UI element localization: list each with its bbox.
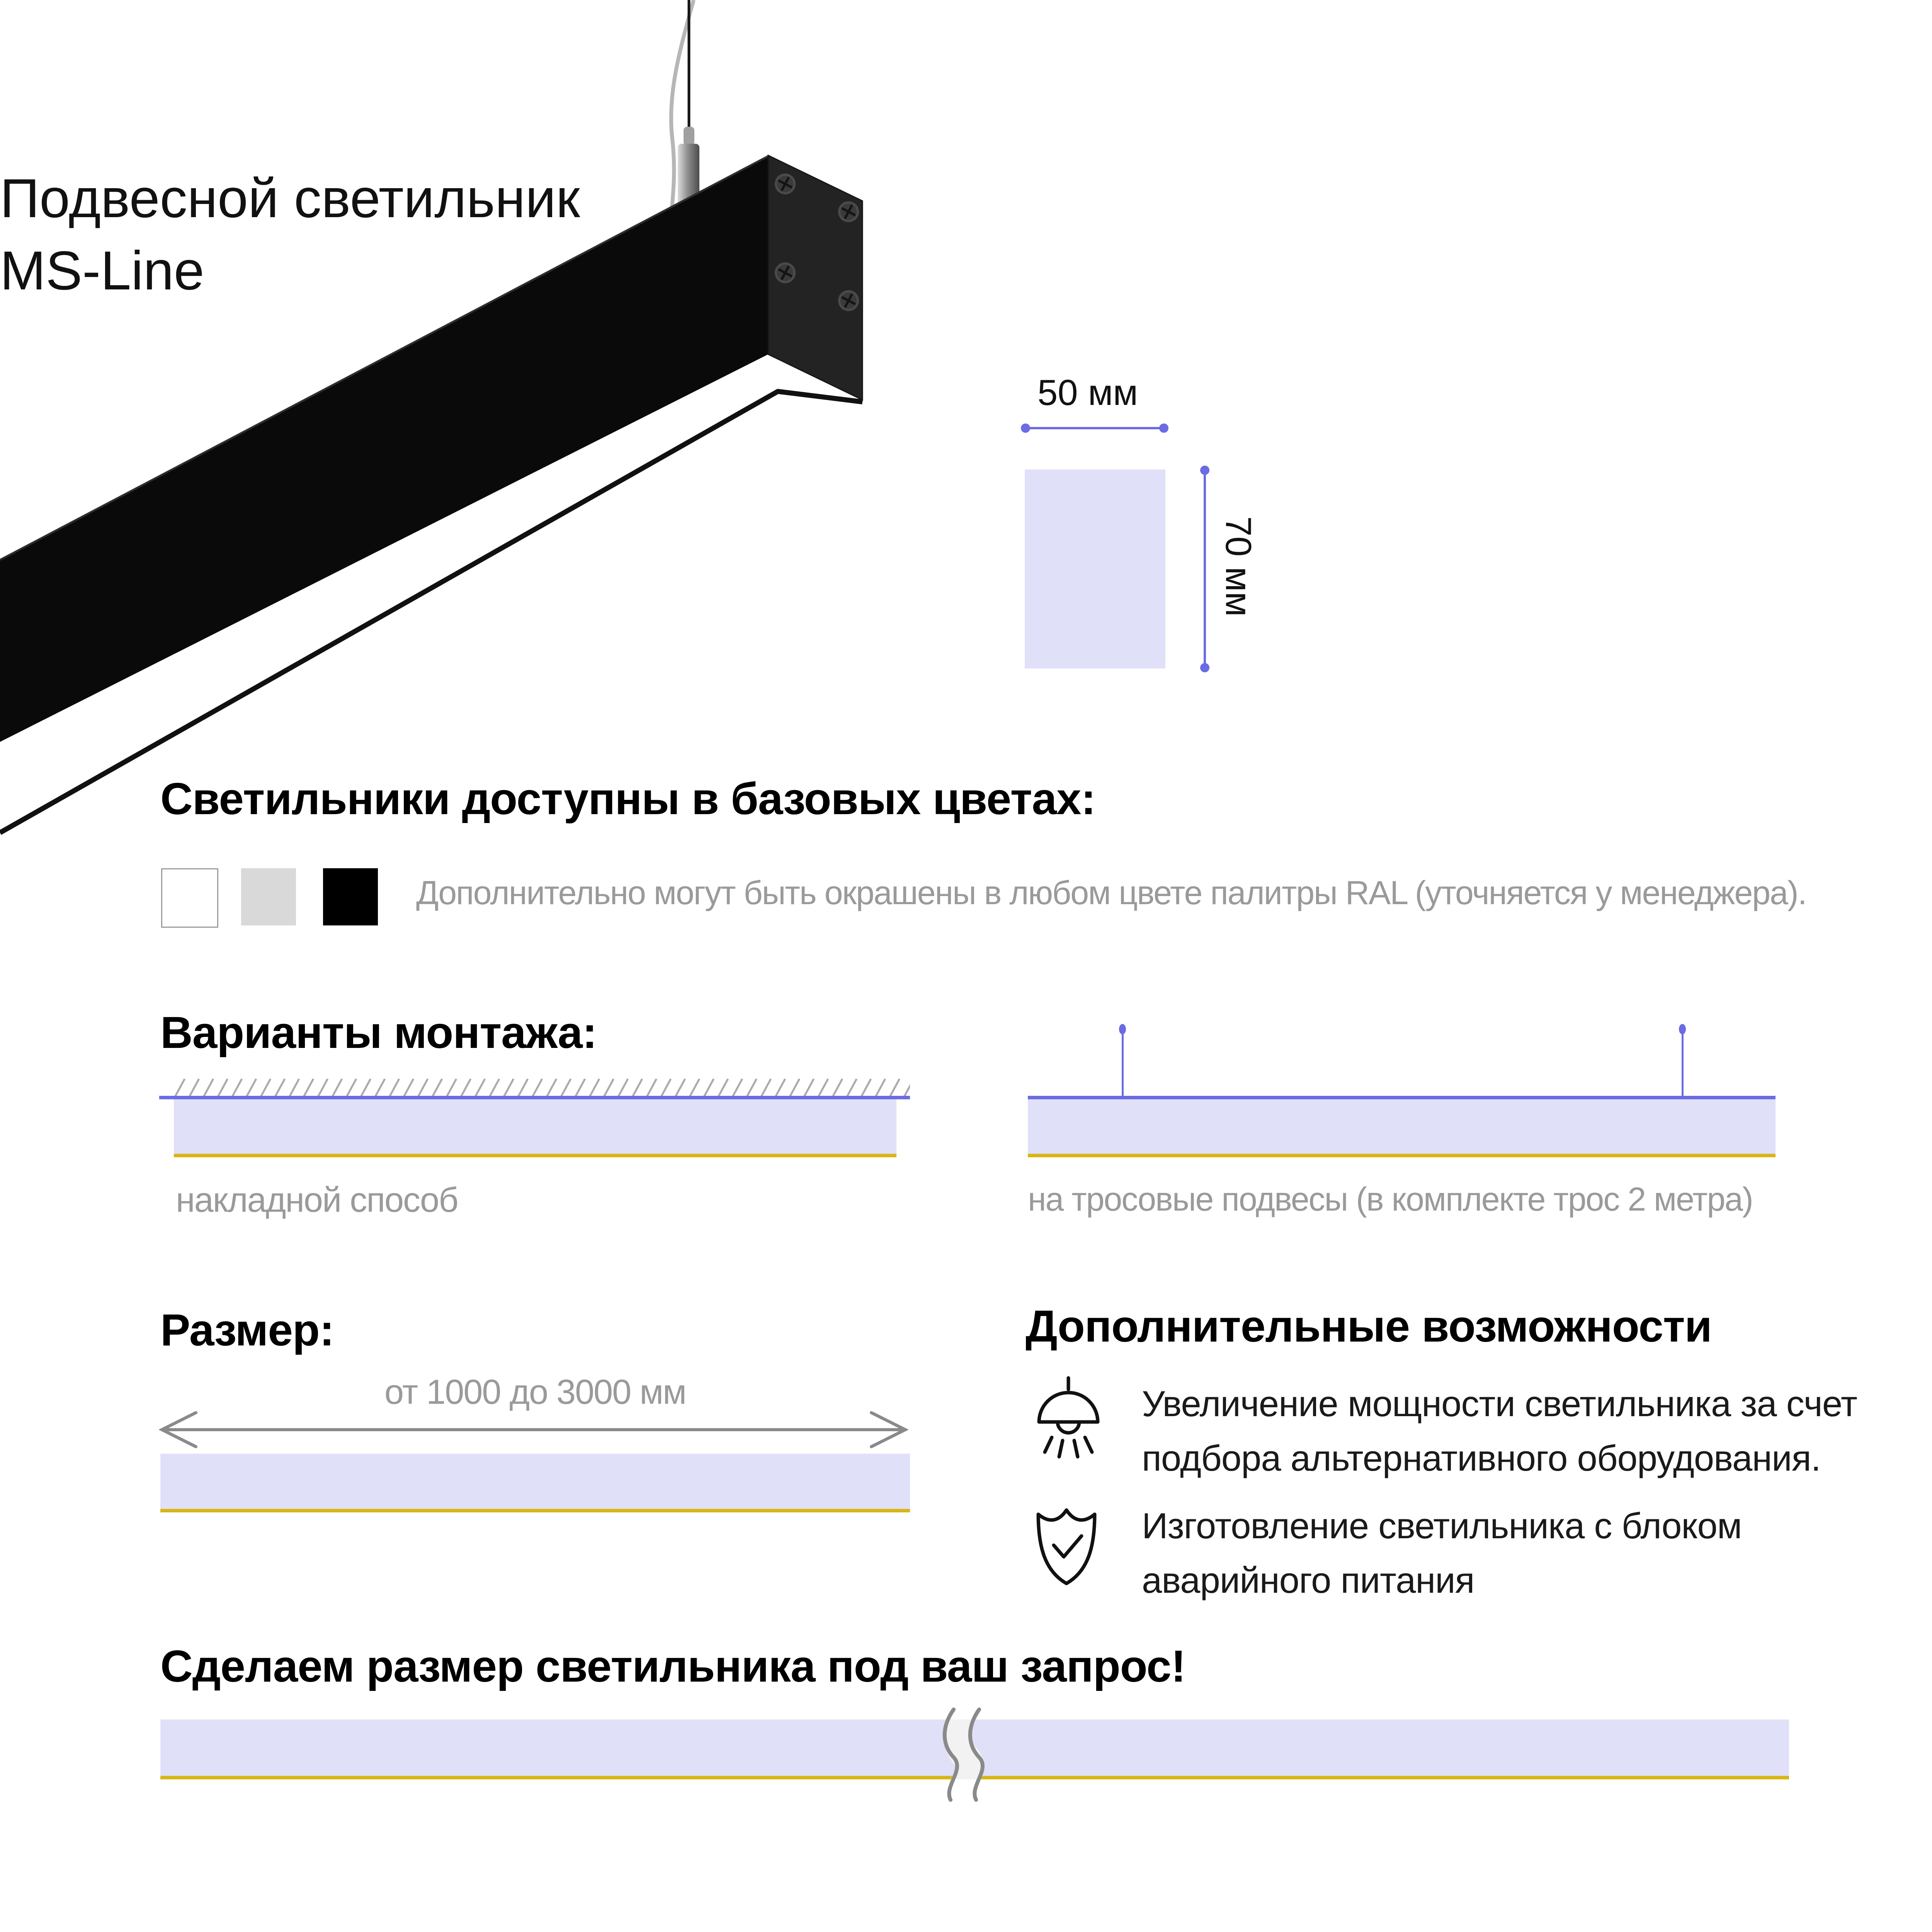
dim-dot [1021,423,1030,433]
ceiling-hatch [174,1078,910,1097]
color-swatch-black [323,868,378,925]
pin-dot [1119,1024,1126,1034]
surface-mount-body [174,1099,896,1154]
suspension-pin [1122,1030,1124,1096]
size-heading: Размер: [160,1305,334,1355]
dim-dot [1200,663,1209,672]
size-range-label: от 1000 до 3000 мм [384,1373,686,1412]
height-dimension-label: 70 мм [1218,516,1259,617]
profile-cross-section [1025,469,1165,668]
dim-dot [1200,466,1209,475]
height-dimension-line [1204,469,1206,668]
shield-check-icon [1033,1501,1100,1587]
wire-mount-caption: на тросовые подвесы (в комплекте трос 2 метра) [1028,1181,1753,1218]
color-swatch-gray [241,868,296,925]
surface-mount-light-line [174,1154,896,1157]
size-range-arrow [157,1406,910,1453]
size-bar-light-line [160,1509,910,1512]
wire-mount-body [1028,1099,1776,1154]
page-title [0,162,580,307]
mounting-heading: Варианты монтажа: [160,1007,597,1058]
colors-note: Дополнительно могут быть окрашены в любом цвете палитры RAL (уточняется у менеджера). [416,874,1806,912]
surface-mount-ceiling-line [159,1096,910,1099]
dim-dot [1159,423,1168,433]
feature-text-power: Увеличение мощности светильника за счет подбора альтернативного оборудования. [1142,1383,1857,1478]
title-line-2: MS-Line [0,240,204,302]
features-heading: Дополнительные возможности [1026,1301,1712,1351]
color-swatch-white [161,868,218,928]
suspension-pin [1682,1030,1684,1096]
break-symbol [928,1707,1013,1802]
product-photo [0,0,889,889]
width-dimension-line [1025,427,1165,429]
size-bar-body [160,1454,910,1509]
wire-mount-light-line [1028,1154,1776,1157]
feature-text-emergency: Изготовление светильника с блоком аварийного питания [1142,1505,1742,1600]
pin-dot [1679,1024,1686,1034]
width-dimension-label: 50 мм [1037,372,1138,413]
cable-gripper-knob [684,127,694,145]
surface-mount-caption: накладной способ [176,1181,458,1219]
custom-size-heading: Сделаем размер светильника под ваш запрос! [160,1641,1186,1691]
pendant-lamp-icon [1033,1376,1104,1465]
wire-mount-top-line [1028,1096,1776,1099]
title-line-1: Подвесной светильник [0,168,580,229]
colors-heading: Светильники доступны в базовых цветах: [160,774,1096,824]
